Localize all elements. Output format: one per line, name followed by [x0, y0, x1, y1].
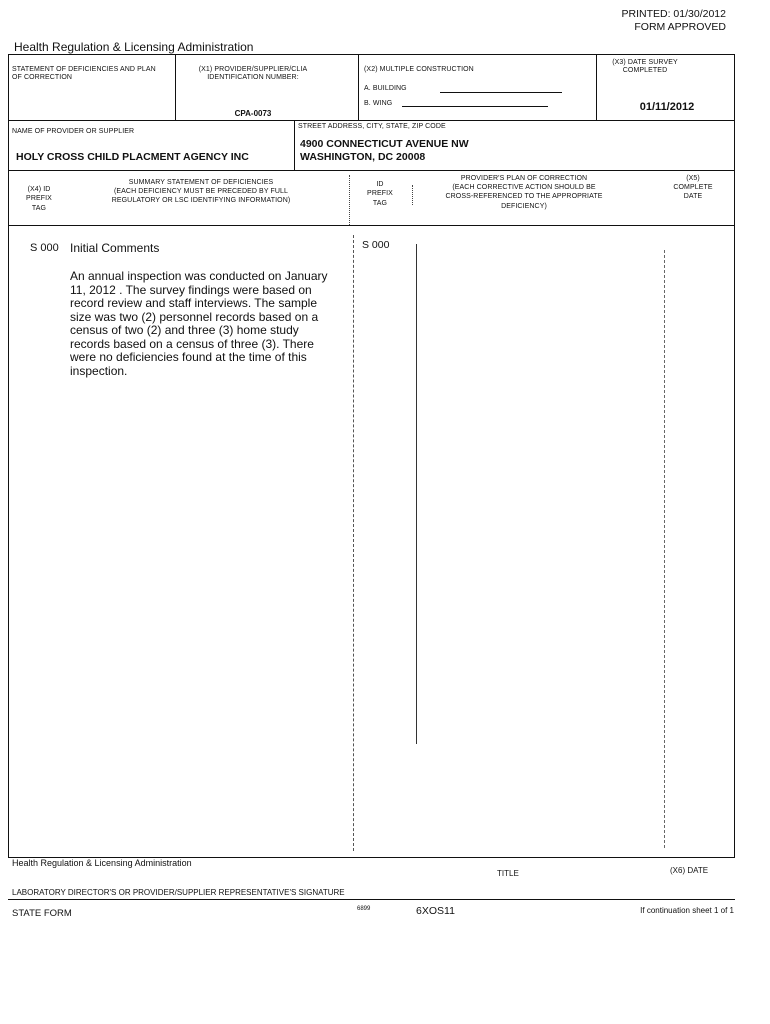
dotted-divider [349, 175, 350, 225]
dotted-divider [412, 185, 413, 205]
tag-right: S 000 [362, 239, 390, 251]
plan-column-divider [416, 244, 417, 744]
paragraph-line: 11, 2012 . The survey findings were based on [70, 282, 312, 297]
divider [596, 54, 597, 120]
state-form-label: STATE FORM [12, 908, 72, 919]
x3-label: (X3) DATE SURVEY COMPLETED [612, 59, 678, 74]
tag-label: TAG [31, 205, 47, 212]
title-label: TITLE [497, 869, 519, 878]
paragraph-line: were no deficiencies found at the time of this [70, 350, 307, 364]
x5-label: (X5) [686, 175, 700, 182]
x3-value: 01/11/2012 [639, 101, 695, 113]
form-id: 6XOS11 [416, 905, 455, 917]
plan-title: PROVIDER'S PLAN OF CORRECTION [460, 175, 588, 182]
id-label: ID [376, 181, 384, 188]
summary-title: SUMMARY STATEMENT OF DEFICIENCIES [128, 179, 274, 186]
form-code: 6899 [357, 906, 371, 912]
paragraph-line: size was two (2) personnel records based on a [70, 309, 319, 324]
tag-label-right: TAG [372, 200, 388, 207]
agency-name: Health Regulation & Licensing Administration [14, 40, 254, 54]
summary-line3: REGULATORY OR LSC IDENTIFYING INFORMATION) [111, 197, 291, 204]
entry-heading: Initial Comments [70, 241, 160, 255]
paragraph-line: An annual inspection was conducted on January [70, 269, 328, 283]
building-label: A. BUILDING [364, 85, 407, 92]
form-approved: FORM APPROVED [634, 21, 726, 33]
printed-date: PRINTED: 01/30/2012 [621, 8, 726, 20]
building-line [440, 92, 562, 93]
statement-label: STATEMENT OF DEFICIENCIES AND PLAN OF CORRECTION [12, 66, 156, 81]
summary-line2: (EACH DEFICIENCY MUST BE PRECEDED BY FULL [113, 188, 289, 195]
x6-date-label: (X6) DATE [670, 866, 709, 875]
plan-line3: CROSS-REFERENCED TO THE APPROPRIATE [445, 193, 603, 200]
paragraph-line: records based on a census of three (3). There [70, 336, 314, 351]
complete-label: COMPLETE [673, 184, 713, 191]
tag-left: S 000 [30, 242, 59, 254]
prefix-label: PREFIX [26, 195, 52, 202]
paragraph-line: census of two (2) and three (3) home study [70, 323, 299, 337]
prefix-label-right: PREFIX [367, 190, 393, 197]
divider [8, 120, 735, 121]
divider [8, 225, 735, 226]
summary-column-divider [353, 235, 354, 851]
address-line1: 4900 CONNECTICUT AVENUE NW [300, 138, 469, 150]
x1-value: CPA-0073 [234, 109, 272, 118]
paragraph-line: inspection. [70, 363, 128, 378]
entry-paragraph [70, 270, 328, 378]
plan-line2: (EACH CORRECTIVE ACTION SHOULD BE [452, 184, 596, 191]
provider-name-value: HOLY CROSS CHILD PLACMENT AGENCY INC [16, 151, 249, 163]
wing-label: B. WING [364, 100, 393, 107]
provider-name-label: NAME OF PROVIDER OR SUPPLIER [12, 128, 135, 135]
signature-line [8, 899, 735, 900]
divider [358, 54, 359, 120]
continuation-sheet: If continuation sheet 1 of 1 [640, 906, 734, 915]
divider [175, 54, 176, 120]
footer-agency: Health Regulation & Licensing Administration [12, 858, 192, 868]
x1-label: (X1) PROVIDER/SUPPLIER/CLIA IDENTIFICATION NUMBER: [198, 66, 308, 81]
divider [294, 120, 295, 170]
paragraph-line: record review and staff interviews. The sample [70, 296, 318, 310]
wing-line [402, 106, 548, 107]
date-column-divider [664, 250, 665, 848]
plan-line4: DEFICIENCY) [501, 203, 547, 210]
signature-label: LABORATORY DIRECTOR'S OR PROVIDER/SUPPLIER REPRESENTATIVE'S SIGNATURE [12, 888, 345, 897]
divider [8, 170, 735, 171]
date-label: DATE [683, 193, 703, 200]
address-line2: WASHINGTON, DC 20008 [300, 151, 426, 163]
address-label: STREET ADDRESS, CITY, STATE, ZIP CODE [298, 123, 446, 130]
x2-label: (X2) MULTIPLE CONSTRUCTION [364, 66, 474, 73]
x4-id-label: (X4) ID [27, 186, 51, 193]
